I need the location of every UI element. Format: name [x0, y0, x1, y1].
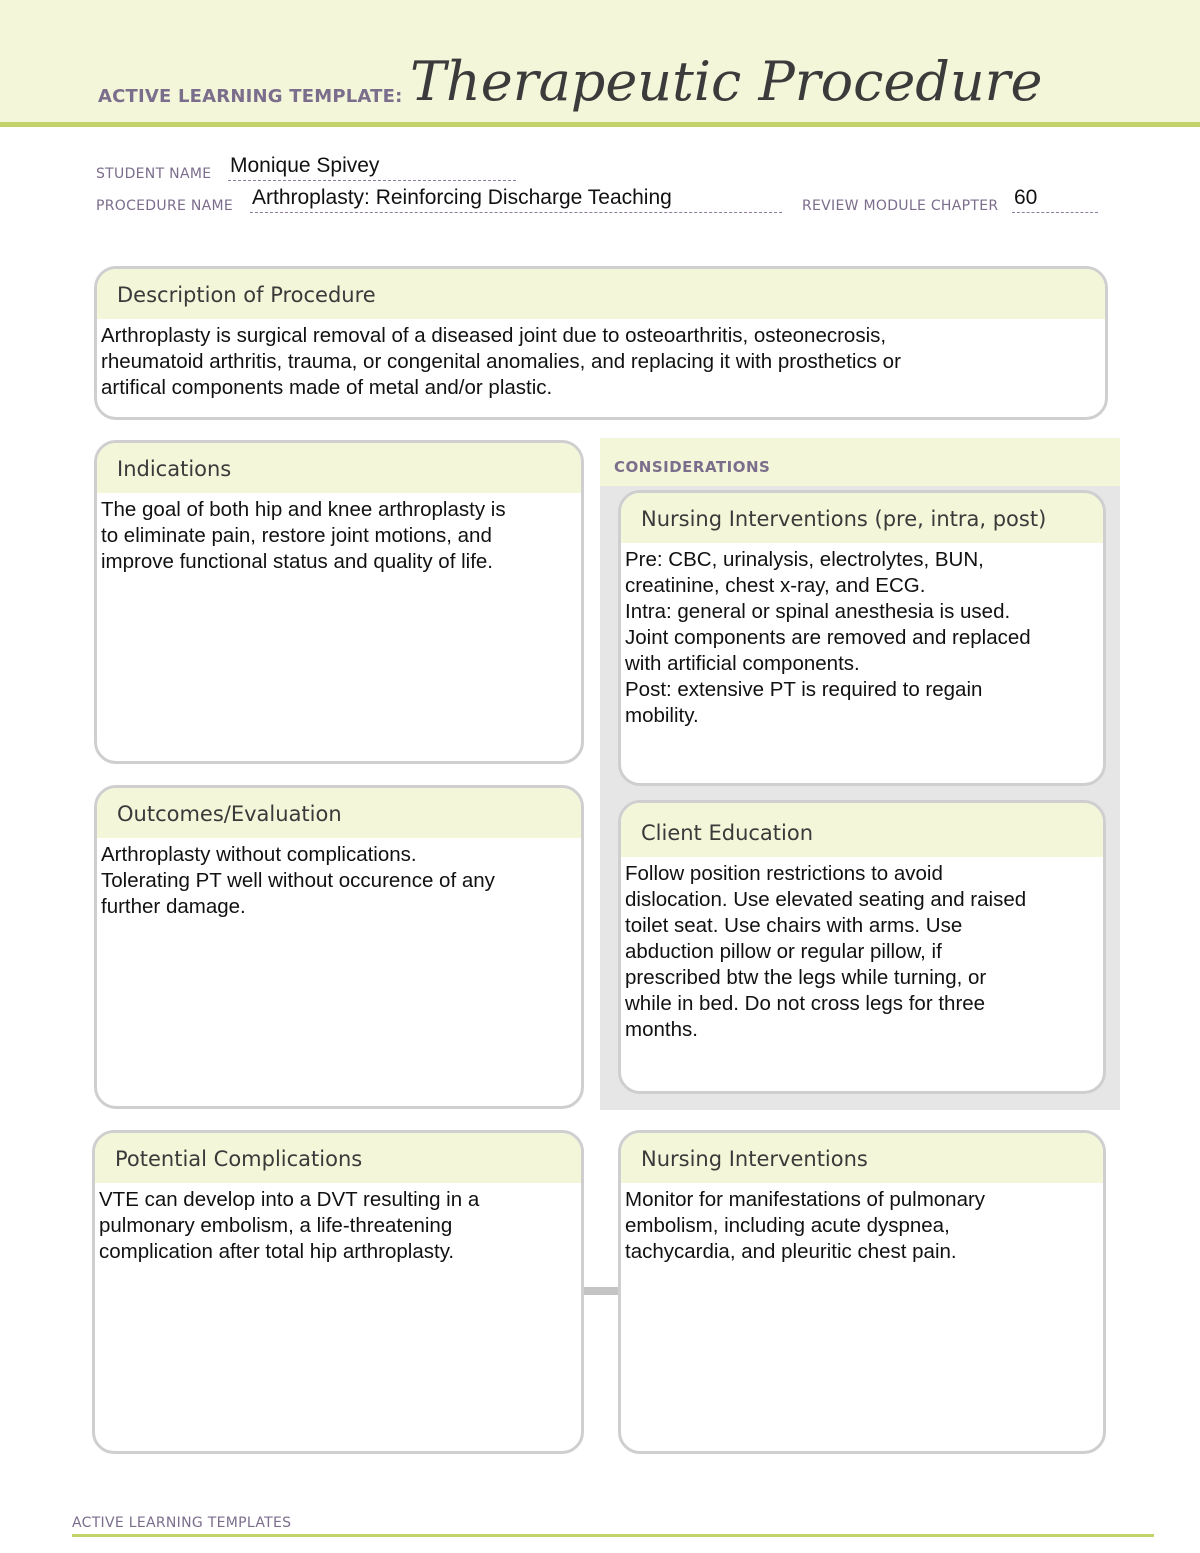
complications-box: [92, 1130, 584, 1454]
client-education-body[interactable]: Follow position restrictions to avoid dislocation. Use elevated seating and raised toilet seat. Use chairs with arms. Use abduction pillow or regular pillow, if prescribed btw the legs while turning, or while in bed. Do not cross legs for three months.: [625, 862, 1027, 1041]
nursing-interventions-body[interactable]: Monitor for manifestations of pulmonary embolism, including acute dyspnea, tachycardia, and pleuritic chest pain.: [625, 1188, 986, 1263]
student-name-field[interactable]: Monique Spivey: [230, 154, 380, 177]
nursing-interventions-pip-box: [618, 490, 1106, 786]
indications-box: [94, 440, 584, 764]
description-box: [94, 266, 1108, 420]
considerations-heading: CONSIDERATIONS: [614, 458, 771, 476]
outcomes-box: [94, 785, 584, 1109]
outcomes-heading: Outcomes/Evaluation: [97, 788, 581, 838]
indications-heading: Indications: [97, 443, 581, 493]
footer-text: ACTIVE LEARNING TEMPLATES: [72, 1515, 292, 1531]
nursing-interventions-box: [618, 1130, 1106, 1454]
review-module-field[interactable]: 60: [1014, 186, 1038, 209]
complications-body[interactable]: VTE can develop into a DVT resulting in a pulmonary embolism, a life-threatening complication after total hip arthroplasty.: [99, 1188, 480, 1263]
indications-body[interactable]: The goal of both hip and knee arthroplasty is to eliminate pain, restore joint motions, and improve functional status and quality of life.: [101, 498, 506, 573]
description-body[interactable]: Arthroplasty is surgical removal of a diseased joint due to osteoarthritis, osteonecrosis, rheumatoid arthritis, trauma, or congenital anomalies, and replacing it with prosthetics or artifical components made of metal and/or plastic.: [101, 324, 901, 399]
nursing-interventions-pip-heading: Nursing Interventions (pre, intra, post): [621, 493, 1103, 543]
template-title: Therapeutic Procedure: [410, 50, 1043, 113]
box-connector: [582, 1287, 622, 1295]
template-label: ACTIVE LEARNING TEMPLATE:: [98, 86, 403, 107]
nursing-interventions-heading: Nursing Interventions: [621, 1133, 1103, 1183]
footer-rule: [72, 1534, 1154, 1537]
student-name-line: [228, 180, 516, 181]
description-heading: Description of Procedure: [97, 269, 1105, 319]
review-module-label: REVIEW MODULE CHAPTER: [802, 198, 999, 214]
procedure-name-line: [250, 212, 782, 213]
procedure-name-label: PROCEDURE NAME: [96, 198, 234, 214]
student-name-label: STUDENT NAME: [96, 166, 212, 182]
review-module-line: [1012, 212, 1098, 213]
procedure-name-field[interactable]: Arthroplasty: Reinforcing Discharge Teaching: [252, 186, 672, 209]
outcomes-body[interactable]: Arthroplasty without complications. Tolerating PT well without occurence of any further damage.: [101, 843, 495, 918]
header-rule: [0, 122, 1200, 127]
complications-heading: Potential Complications: [95, 1133, 581, 1183]
client-education-box: [618, 800, 1106, 1094]
client-education-heading: Client Education: [621, 803, 1103, 857]
nursing-interventions-pip-body[interactable]: Pre: CBC, urinalysis, electrolytes, BUN, creatinine, chest x-ray, and ECG. Intra: general or spinal anesthesia is used. Joint components are removed and replaced with artificial components. Post: extensive PT is required to regain mobility.: [625, 548, 1031, 727]
